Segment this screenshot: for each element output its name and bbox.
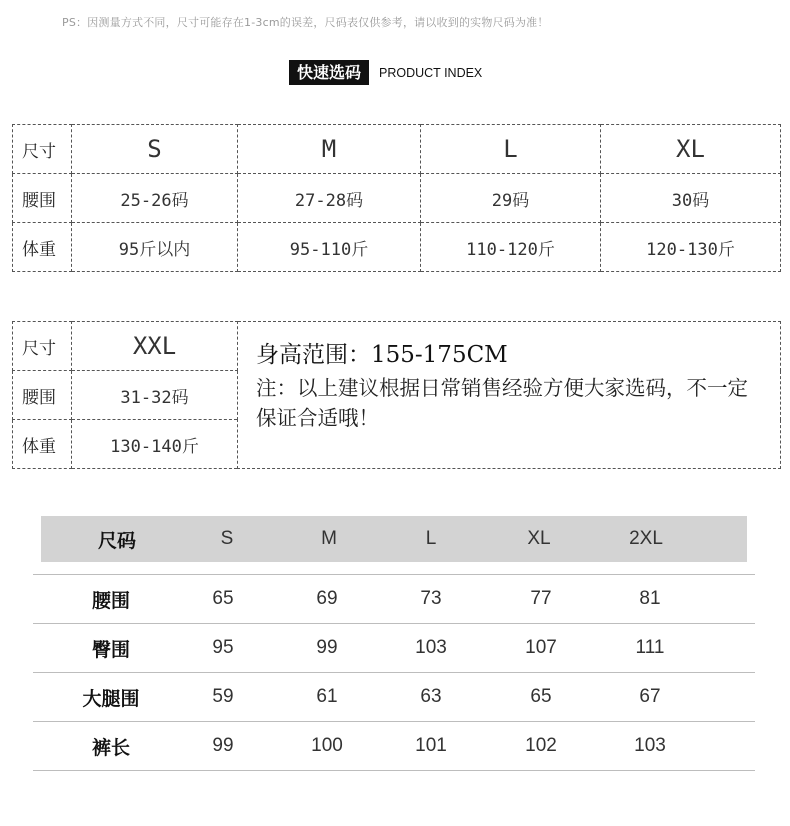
size-cell: XL (601, 125, 781, 174)
table-cell: 65 (530, 686, 552, 707)
waist-cell: 27-28码 (238, 174, 421, 223)
size-row (13, 322, 781, 371)
waist-cell: 30码 (601, 174, 781, 223)
header-size: L (425, 528, 437, 549)
header-size: 2XL (629, 528, 663, 549)
table-cell: 103 (415, 637, 447, 658)
weight-cell: 120-130斤 (601, 223, 781, 272)
weight-cell: 110-120斤 (421, 223, 601, 272)
row-label-waist: 腰围 (13, 371, 72, 420)
quick-size-table (12, 124, 781, 272)
row-label-weight: 体重 (13, 223, 72, 272)
size-cell: L (421, 125, 601, 174)
header-size: M (321, 528, 337, 549)
height-range: 身高范围：155-175CM (256, 342, 508, 368)
header-size: XL (527, 528, 551, 549)
row-label-size: 尺寸 (13, 322, 72, 371)
table-cell: 100 (311, 735, 343, 756)
table-cell: 69 (316, 588, 338, 609)
table-cell: 107 (525, 637, 557, 658)
table-cell: 59 (212, 686, 234, 707)
header-size: S (220, 528, 234, 549)
section-heading (289, 60, 482, 85)
waist-row (13, 174, 781, 223)
table-cell: 65 (212, 588, 234, 609)
table-cell: 67 (639, 686, 661, 707)
table-row (33, 624, 755, 673)
fit-remark: 注：以上建议根据日常销售经验方便大家选码，不一定保证合适哦！ (256, 376, 748, 430)
table-row (33, 673, 755, 722)
row-label-waist: 腰围 (13, 174, 72, 223)
row-label-weight: 体重 (13, 420, 72, 469)
waist-cell: 31-32码 (72, 371, 238, 420)
table-row (33, 722, 755, 771)
row-label: 臀围 (91, 638, 131, 661)
table-cell: 63 (420, 686, 442, 707)
measurement-disclaimer: PS：因测量方式不同，尺寸可能存在1-3cm的误差，尺码表仅供参考，请以收到的实物尺码为准！ (62, 16, 549, 29)
row-label: 大腿围 (82, 687, 140, 710)
quick-size-table-xxl (12, 321, 781, 469)
table-cell: 103 (634, 735, 666, 756)
table-cell: 99 (316, 637, 338, 658)
weight-row (13, 223, 781, 272)
fit-advice-cell (238, 322, 781, 469)
waist-cell: 25-26码 (72, 174, 238, 223)
table-cell: 99 (212, 735, 234, 756)
weight-cell: 95斤以内 (72, 223, 238, 272)
table-cell: 102 (525, 735, 557, 756)
size-cell: XXL (72, 322, 238, 371)
measurement-header-row (41, 516, 747, 562)
table-cell: 111 (635, 637, 665, 658)
weight-cell: 95-110斤 (238, 223, 421, 272)
header-label: 尺码 (97, 529, 137, 552)
table-cell: 61 (316, 686, 338, 707)
table-row (33, 575, 755, 624)
table-cell: 101 (415, 735, 447, 756)
row-label-size: 尺寸 (13, 125, 72, 174)
size-cell: S (72, 125, 238, 174)
size-cell: M (238, 125, 421, 174)
table-cell: 95 (212, 637, 234, 658)
table-cell: 73 (420, 588, 442, 609)
heading-cn: 快速选码 (289, 60, 369, 85)
table-cell: 77 (530, 588, 552, 609)
table-cell: 81 (639, 588, 661, 609)
size-row (13, 125, 781, 174)
heading-en: PRODUCT INDEX (379, 65, 483, 80)
row-label: 裤长 (91, 736, 131, 759)
weight-cell: 130-140斤 (72, 420, 238, 469)
waist-cell: 29码 (421, 174, 601, 223)
row-label: 腰围 (91, 589, 131, 612)
measurement-table (33, 516, 755, 771)
